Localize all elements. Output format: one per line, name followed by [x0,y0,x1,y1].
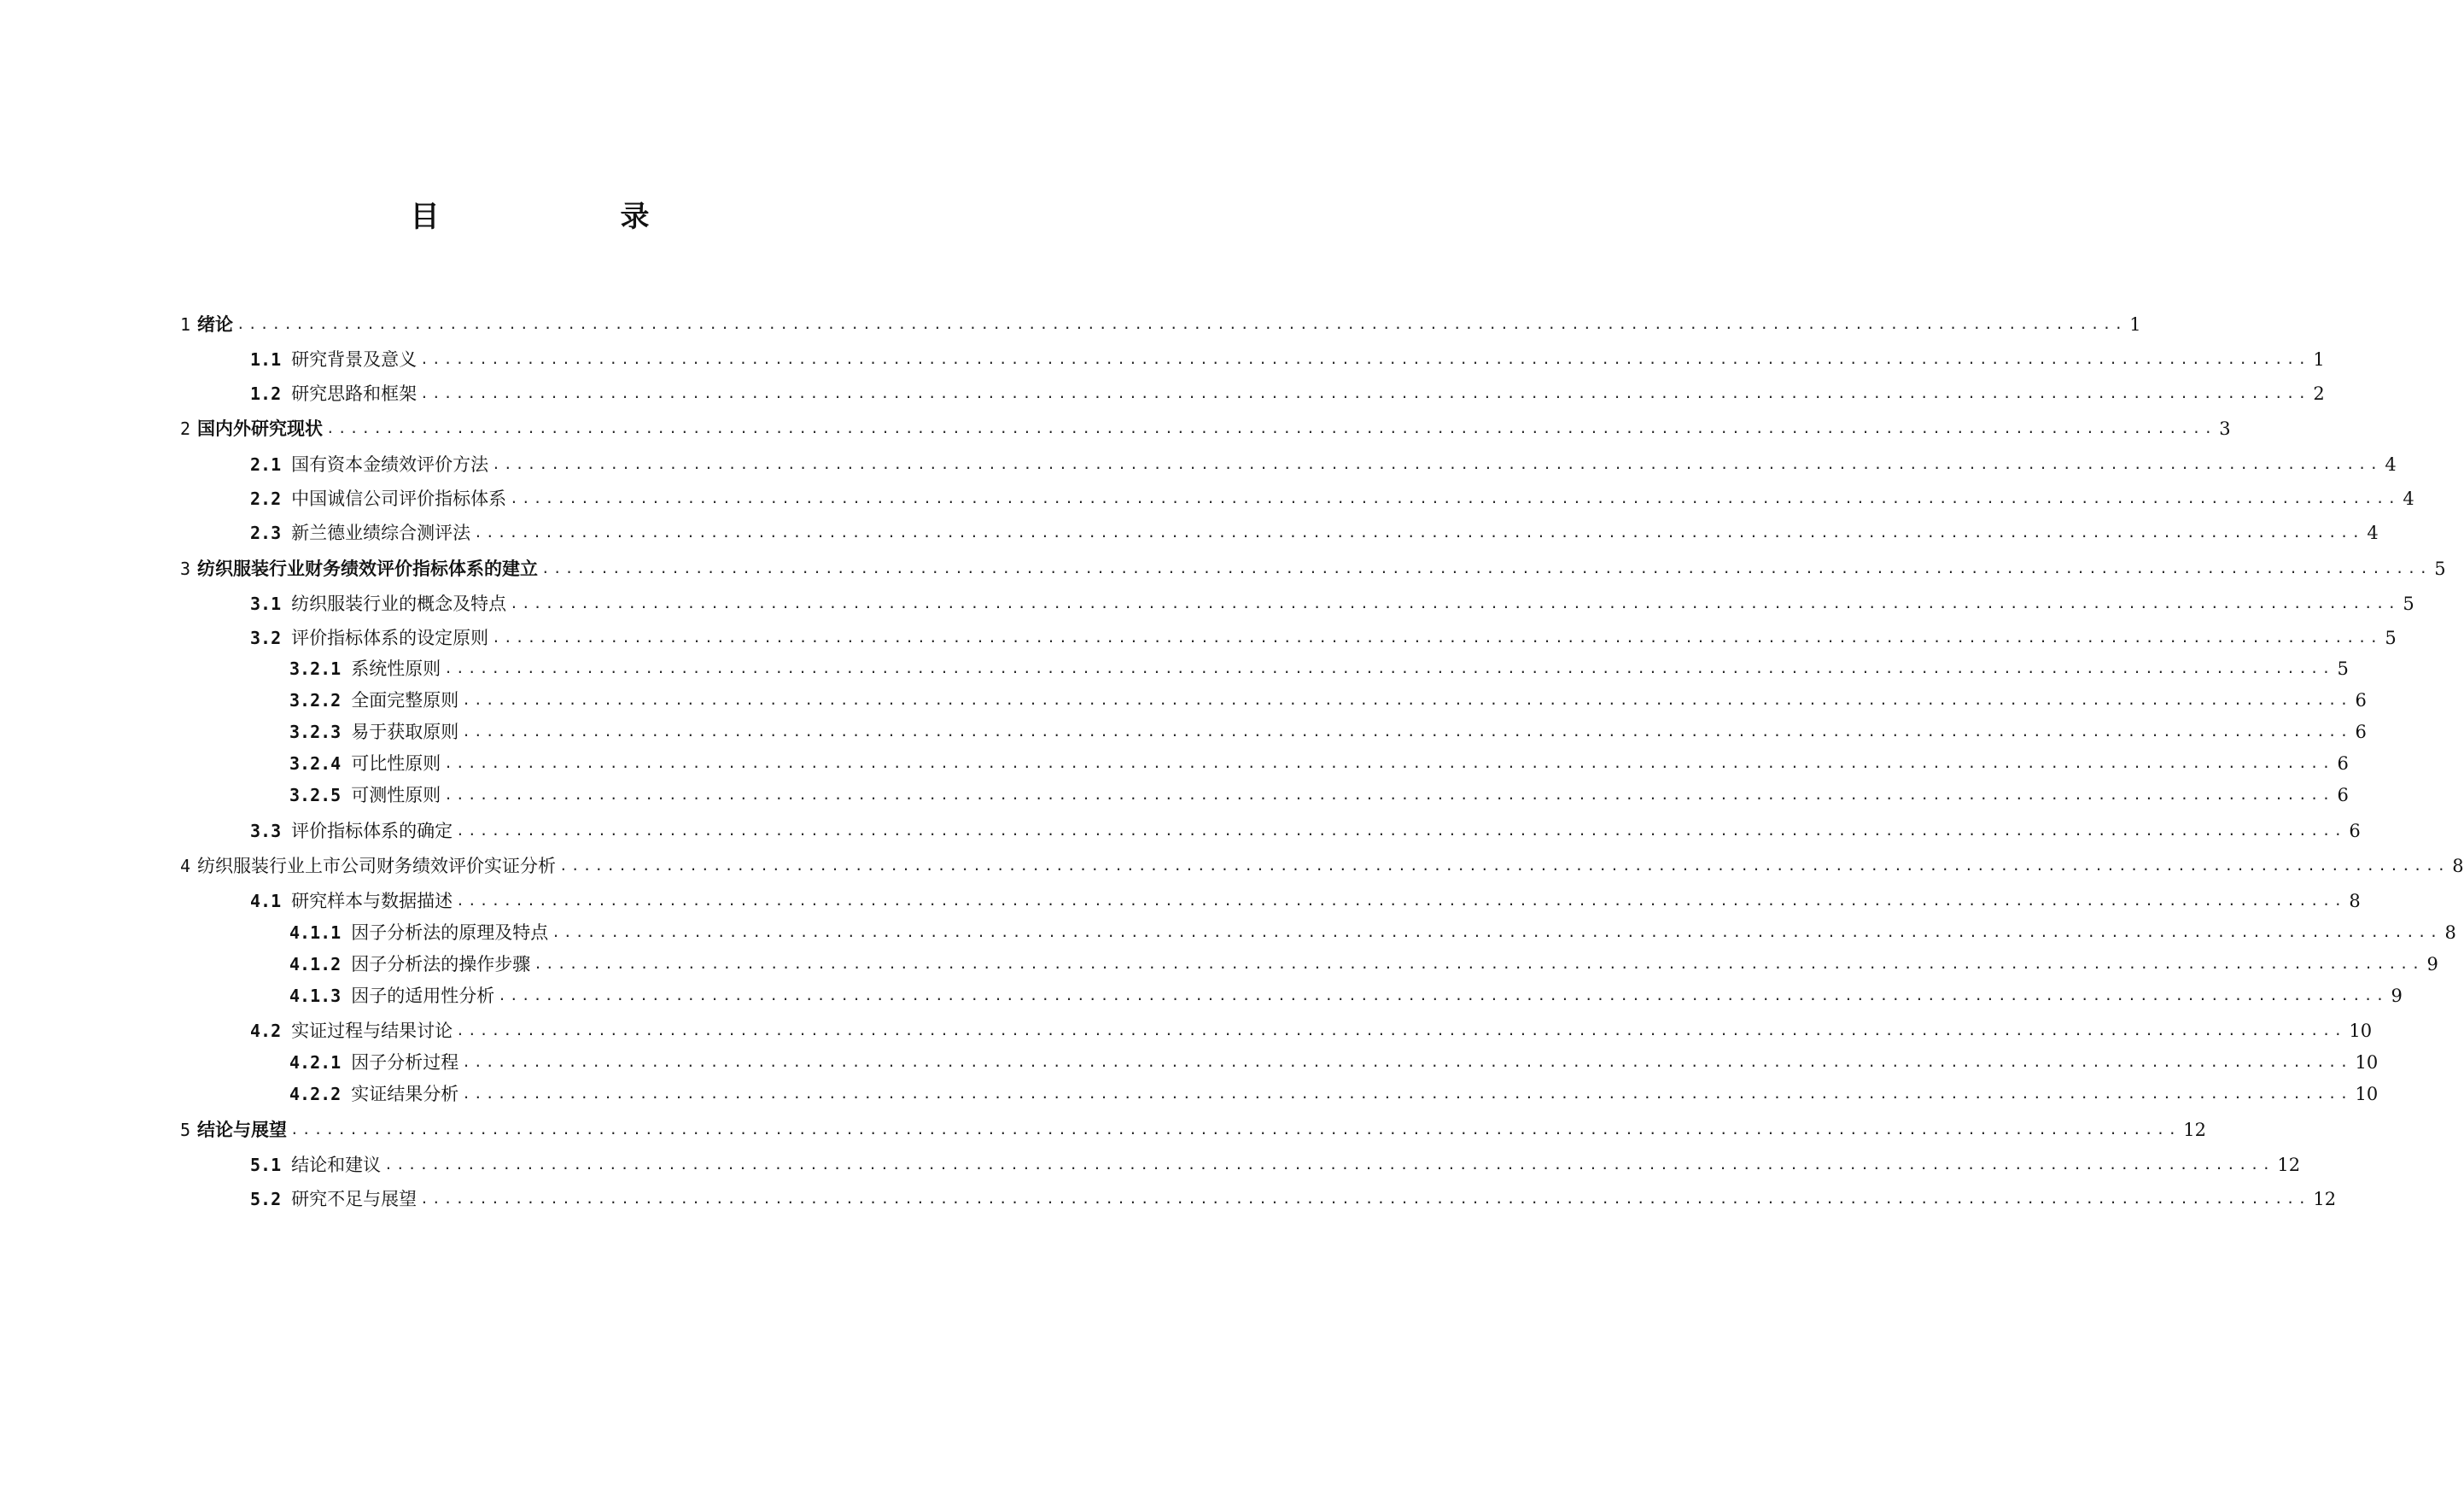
toc-entry-title: 研究样本与数据描述 [291,891,453,911]
toc-entry[interactable] [250,1015,2373,1043]
toc-entry[interactable] [289,780,2349,807]
toc-entry-page: 12 [2277,1155,2301,1175]
toc-dot-leader: ................................................................................................................................................................ [456,822,2346,839]
toc-entry-page: 5 [2434,559,2446,579]
toc-entry-page: 6 [2337,785,2349,805]
toc-dot-leader: ................................................................................................................................................................ [474,524,2364,541]
toc-entry-page: 1 [2129,314,2141,335]
toc-entry-page: 6 [2349,821,2361,841]
toc-entry[interactable] [289,949,2438,976]
toc-entry-title: 绪论 [197,314,234,335]
toc-entry-page: 9 [2391,986,2403,1006]
toc-entry-title: 纺织服装行业上市公司财务绩效评价实证分析 [197,856,557,876]
toc-entry-title: 因子分析过程 [351,1052,459,1073]
toc-dot-leader: ................................................................................................................................................................ [384,1156,2274,1173]
toc-entry[interactable] [289,685,2367,712]
toc-entry-number: 1.2 [250,383,282,404]
toc-entry-number: 3.2.5 [289,785,342,805]
toc-entry[interactable] [289,1079,2379,1106]
toc-entry-title: 可测性原则 [351,785,441,805]
toc-entry-number: 3 [180,559,191,579]
toc-entry[interactable] [250,344,2325,372]
toc-entry[interactable] [250,1150,2301,1177]
toc-entry-number: 3.1 [250,594,282,614]
toc-entry-page: 10 [2355,1084,2379,1104]
toc-entry-page: 8 [2452,856,2464,876]
toc-dot-leader: ................................................................................................................................................................ [462,692,2352,708]
toc-dot-leader: ................................................................................................................................................................ [420,351,2310,367]
toc-entry-page: 5 [2385,628,2397,648]
toc-entry[interactable] [250,623,2397,650]
toc-entry[interactable] [289,980,2403,1008]
toc-entry-number: 4.2 [250,1021,282,1041]
page-title: 目 录 [410,200,691,234]
toc-entry-title: 新兰德业绩综合测评法 [291,523,471,543]
toc-entry-title: 研究思路和框架 [291,383,417,404]
toc-entry-number: 3.2.2 [289,690,342,711]
toc-entry-page: 6 [2355,690,2367,711]
toc-entry-title: 国有资本金绩效评价方法 [291,454,489,475]
toc-entry-title: 结论与展望 [197,1120,288,1140]
toc-entry-page: 9 [2426,954,2438,974]
toc-dot-leader: ................................................................................................................................................................ [444,660,2334,676]
toc-entry-title: 中国诚信公司评价指标体系 [291,489,507,509]
toc-entry-page: 5 [2337,658,2349,679]
toc-entry-title: 易于获取原则 [351,722,459,742]
toc-dot-leader: ................................................................................................................................................................ [290,1121,2181,1138]
toc-entry-title: 系统性原则 [351,658,441,679]
toc-entry-number: 4.1.2 [289,954,342,974]
toc-entry-title: 国内外研究现状 [197,418,324,439]
toc-entry[interactable] [250,1184,2337,1211]
toc-entry-number: 2.1 [250,454,282,475]
toc-entry-page: 12 [2313,1189,2337,1209]
toc-entry-page: 2 [2313,383,2325,404]
toc-entry[interactable] [180,413,2231,441]
toc-entry[interactable] [250,588,2414,616]
toc-entry-title: 因子的适用性分析 [351,986,495,1006]
toc-entry-number: 4 [180,856,191,876]
toc-dot-leader: ................................................................................................................................................................ [552,924,2442,940]
toc-entry-title: 纺织服装行业的概念及特点 [291,594,507,614]
toc-dot-leader: ................................................................................................................................................................ [510,595,2400,611]
toc-entry-title: 研究背景及意义 [291,349,417,370]
toc-entry[interactable] [250,816,2361,843]
toc-entry-number: 3.2.1 [289,658,342,679]
toc-entry[interactable] [180,1115,2207,1142]
toc-entry-number: 5.2 [250,1189,282,1209]
toc-dot-leader: ................................................................................................................................................................ [534,956,2424,972]
toc-entry-page: 6 [2337,753,2349,774]
toc-entry[interactable] [289,1047,2379,1074]
toc-entry-number: 4.2.1 [289,1052,342,1073]
toc-entry-page: 3 [2219,418,2231,439]
toc-dot-leader: ................................................................................................................................................................ [462,1085,2352,1102]
toc-entry-title: 实证结果分析 [351,1084,459,1104]
toc-dot-leader: ................................................................................................................................................................ [236,316,2127,332]
toc-entry[interactable] [289,917,2456,945]
toc-entry-number: 4.1 [250,891,282,911]
toc-entry[interactable] [250,518,2379,545]
toc-entry-title: 实证过程与结果讨论 [291,1021,453,1041]
toc-dot-leader: ................................................................................................................................................................ [541,560,2432,576]
toc-entry-number: 5.1 [250,1155,282,1175]
toc-dot-leader: ................................................................................................................................................................ [444,755,2334,771]
toc-entry-number: 2.3 [250,523,282,543]
toc-entry[interactable] [289,653,2349,681]
toc-entry[interactable] [180,553,2446,581]
toc-entry-title: 全面完整原则 [351,690,459,711]
toc-dot-leader: ................................................................................................................................................................ [456,1022,2346,1039]
toc-entry-page: 5 [2403,594,2414,614]
toc-dot-leader: ................................................................................................................................................................ [498,987,2388,1004]
toc-entry-number: 3.2.4 [289,753,342,774]
toc-entry-number: 1.1 [250,349,282,370]
toc-entry-number: 4.1.1 [289,922,342,943]
toc-entry-page: 6 [2355,722,2367,742]
toc-entry-page: 8 [2444,922,2456,943]
toc-entry[interactable] [180,309,2141,336]
toc-entry-title: 因子分析法的操作步骤 [351,954,531,974]
toc-entry-page: 1 [2313,349,2325,370]
toc-entry-title: 因子分析法的原理及特点 [351,922,549,943]
toc-entry-number: 2.2 [250,489,282,509]
toc-entry-page: 10 [2355,1052,2379,1073]
toc-entry-title: 结论和建议 [291,1155,382,1175]
toc-entry[interactable] [250,378,2325,406]
toc-dot-leader: ................................................................................................................................................................ [420,1191,2310,1207]
toc-entry-page: 10 [2349,1021,2373,1041]
toc-entry-page: 12 [2183,1120,2207,1140]
toc-entry-number: 1 [180,314,191,335]
toc-dot-leader: ................................................................................................................................................................ [492,456,2382,472]
toc-entry[interactable] [289,717,2367,744]
toc-dot-leader: ................................................................................................................................................................ [326,420,2216,436]
toc-dot-leader: ................................................................................................................................................................ [492,629,2382,646]
toc-dot-leader: ................................................................................................................................................................ [462,1054,2352,1070]
toc-entry-page: 8 [2349,891,2361,911]
toc-entry-page: 4 [2403,489,2414,509]
toc-entry-number: 3.2 [250,628,282,648]
toc-entry-number: 4.1.3 [289,986,342,1006]
toc-entry-title: 可比性原则 [351,753,441,774]
toc-entry-number: 5 [180,1120,191,1140]
toc-entry-title: 评价指标体系的设定原则 [291,628,489,648]
toc-entry-number: 3.2.3 [289,722,342,742]
toc-entry-number: 3.3 [250,821,282,841]
toc-entry[interactable] [250,483,2414,511]
toc-dot-leader: ................................................................................................................................................................ [462,723,2352,740]
toc-dot-leader: ................................................................................................................................................................ [559,857,2449,874]
toc-entry-page: 4 [2367,523,2379,543]
toc-entry-title: 研究不足与展望 [291,1189,417,1209]
toc-dot-leader: ................................................................................................................................................................ [420,385,2310,401]
toc-entry[interactable] [250,449,2397,477]
toc-entry-number: 4.2.2 [289,1084,342,1104]
toc-entry[interactable] [180,851,2464,878]
toc-entry-title: 纺织服装行业财务绩效评价指标体系的建立 [197,559,539,579]
toc-entry[interactable] [289,748,2349,775]
toc-entry[interactable] [250,886,2361,913]
toc-entry-page: 4 [2385,454,2397,475]
toc-dot-leader: ................................................................................................................................................................ [444,787,2334,803]
toc-dot-leader: ................................................................................................................................................................ [456,892,2346,909]
toc-entry-title: 评价指标体系的确定 [291,821,453,841]
toc-dot-leader: ................................................................................................................................................................ [510,490,2400,506]
toc-entry-number: 2 [180,418,191,439]
